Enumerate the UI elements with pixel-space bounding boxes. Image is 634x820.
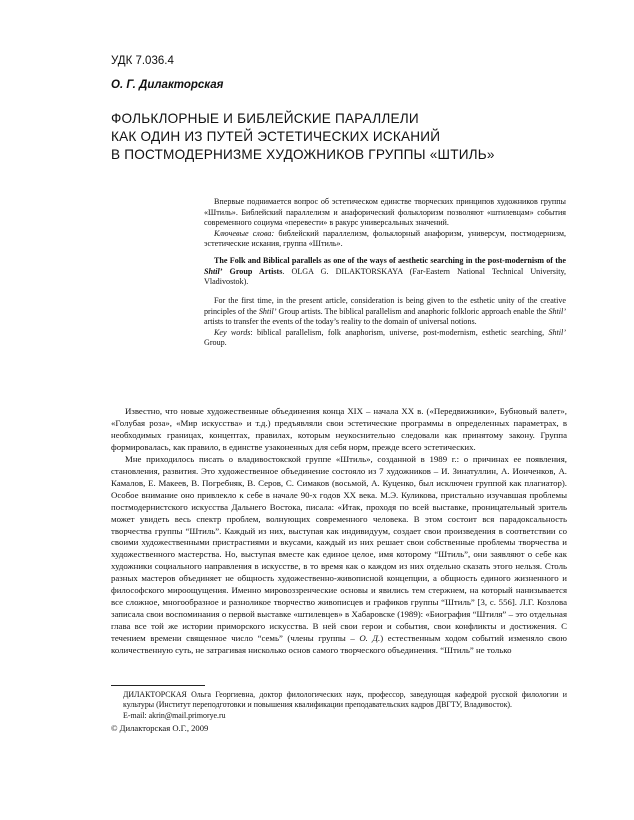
keywords-ru <box>204 229 566 250</box>
keywords-ru-label: Ключевые слова: <box>214 228 275 238</box>
article-title <box>111 110 551 164</box>
body-paragraph: Мне приходилось писать о владивостокской группе «Штиль», созданной в 1989 г.: о причинах ее появления, становления, развития. Это художественное объединение состояло из 7 художников – И. Зинатуллин, А. Ионченков, А. Камалов, Е. Макеев, В. Погребняк, В. Серов, С. Симаков (восьмой, А. Куценко, был исключен группой как плагиатор). Особое внимание оно привлекло к себе в начале 90-х годов ХХ века. М.Э. Куликова, пристально изучавшая проблемы постмодернистского искусства Дальнего Востока, писала: «Итак, проходя по всей выставке, проницательный зритель может увидеть весь спектр проблем, волнующих современного человека. В этом состоит вся парадоксальность творчества группы “Штиль”. Каждый из них, выступая как индивидуум, создает свои произведения в соответствии со своими художественными пристрастиями и вкусами, каждый из них решает свои собственные проблемы творчества и художественного мастерства. Но, выступая вместе как единое целое, имя которому “Штиль”, они заявляют о себе как художники социального направления в искусстве, в то время как о каждом из них отдельно сказать этого нельзя. Столь разных мастеров объединяет не общность художественно-живописной концепции, а общность единого жизненного и философского мироощущения. Именно мировоззренческие основы и явились тем стержнем, на который нанизывается все сложное, многообразное и разноликое творчество живописцев и графиков группы “Штиль” [3, с. 556]. Л.Г. Козлова записала свои воспоминания о первой выставке «штилевцев» в Хабаровске (1989): «Биография “Штиля” – это отдельная глава все той же истории приморского искусства. В ней свои герои и события, свои конфликты и достижения. С течением времени священное число “семь” (члены группы – О. Д.) естественным ходом событий изменяло свою количественную суть, не затрагивая нисколько основ самого творческого объединения. “Штиль” не только <box>111 453 567 656</box>
abstract-russian <box>204 197 566 250</box>
article-body <box>111 406 567 657</box>
english-title-block <box>204 256 566 288</box>
keywords-en: Key words: biblical parallelism, folk anaphorism, universe, post-modernism, esthetic searching, Shtil’ Group. <box>204 327 566 348</box>
keywords-ru-text: библейский параллелизм, фольклорный анафоризм, универсум, постмодернизм, эстетические искания, группа «Штиль». <box>204 228 566 249</box>
footnote-author-info: ДИЛАКТОРСКАЯ Ольга Георгиевна, доктор филологических наук, профессор, заведующая кафедрой русской филологии и культуры (Институт переподготовки и повышения квалификации преподавательских кадров ДВГТУ, Владивосток). <box>123 690 567 710</box>
title-line: КАК ОДИН ИЗ ПУТЕЙ ЭСТЕТИЧЕСКИХ ИСКАНИЙ <box>111 129 441 144</box>
udk-code: УДК 7.036.4 <box>111 55 174 67</box>
english-title: The Folk and Biblical parallels as one of the ways of aesthetic searching in the post-modernism of the Shtil’ Group Artists <box>204 256 566 276</box>
title-line: В ПОСТМОДЕРНИЗМЕ ХУДОЖНИКОВ ГРУППЫ «ШТИЛЬ» <box>111 147 495 162</box>
footnote-divider <box>111 685 205 686</box>
abstract-ru-text: Впервые поднимается вопрос об эстетическом единстве творческих принципов художников группы «Штиль». Библейский параллелизм и анафорический фольклоризм позволяют «штилевцам» события современного социума «перевести» в ракурс универсальных значений. <box>204 197 566 228</box>
keywords-en-label: Key words <box>214 327 251 337</box>
footnote-email: E-mail: akrin@mail.primorye.ru <box>123 710 226 720</box>
author-footnote <box>111 690 567 721</box>
author-name: О. Г. Дилакторская <box>111 79 224 91</box>
abstract-english <box>204 296 566 349</box>
title-line: ФОЛЬКЛОРНЫЕ И БИБЛЕЙСКИЕ ПАРАЛЛЕЛИ <box>111 111 419 126</box>
abstract-en-text: For the first time, in the present article, consideration is being given to the esthetic unity of the creative principles of the Shtil’ Group artists. The biblical parallelism and anaphoric folkloric approach enable the Shtil’ artists to transfer the events of the today’s reality to the domain of universal notions. <box>204 296 566 327</box>
body-paragraph: Известно, что новые художественные объединения конца XIX – начала ХХ в. («Передвижники», Бубновый валет», «Голубая роза», «Мир искусства» и т.д.) предъявляли свои эстетические программы в определенных параметрах, в необходимых границах, концептах, правилах, которым неукоснительно следовали как принятому закону. Группа формировалась, как правило, в единстве узаконенных для себя норм, прежде всего эстетических. <box>111 406 567 452</box>
english-author-info: . OLGA G. DILAKTORSKAYA (Far-Eastern National Technical University, Vladivostok). <box>204 266 566 287</box>
copyright-line: © Дилакторская О.Г., 2009 <box>111 723 209 733</box>
